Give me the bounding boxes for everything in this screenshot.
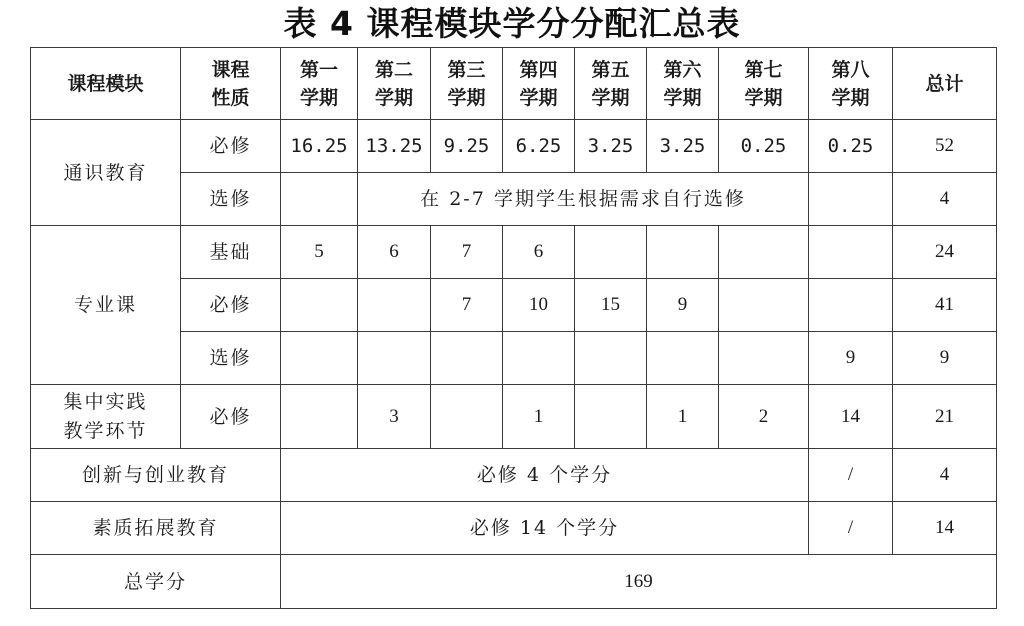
credit-cell: / <box>809 449 893 502</box>
credit-cell <box>281 385 358 449</box>
header-nature-line1: 课程 <box>211 58 250 81</box>
credit-cell <box>809 173 893 226</box>
header-module: 课程模块 <box>31 48 181 120</box>
header-semester-3 <box>431 48 503 120</box>
header-semester-5 <box>575 48 647 120</box>
credit-cell: / <box>809 502 893 555</box>
module-professional: 专业课 <box>31 226 181 385</box>
credit-cell: 6 <box>503 226 575 279</box>
credit-cell: 7 <box>431 279 503 332</box>
header-semester-2 <box>358 48 431 120</box>
type-cell: 必修 <box>181 120 281 173</box>
header-semester-6-line1: 第六 <box>663 58 702 81</box>
table-row-professional-basic <box>31 226 997 279</box>
table-title: 表 4 课程模块学分分配汇总表 <box>283 4 741 43</box>
table-row-practice <box>31 385 997 449</box>
total-cell: 52 <box>893 120 997 173</box>
table-row-general-required <box>31 120 997 173</box>
credit-cell: 1 <box>647 385 719 449</box>
module-innovation: 创新与创业教育 <box>31 449 281 502</box>
header-row <box>31 48 997 120</box>
credit-cell: 7 <box>431 226 503 279</box>
credit-cell <box>575 332 647 385</box>
credit-cell <box>503 332 575 385</box>
module-practice <box>31 385 181 449</box>
total-cell: 9 <box>893 332 997 385</box>
header-semester-7-line2: 学期 <box>744 86 783 109</box>
credit-cell <box>647 332 719 385</box>
credit-cell: 3.25 <box>575 120 647 173</box>
credit-cell <box>358 279 431 332</box>
header-semester-8 <box>809 48 893 120</box>
header-semester-8-line2: 学期 <box>831 86 870 109</box>
header-semester-2-line1: 第二 <box>374 58 413 81</box>
header-semester-3-line1: 第三 <box>447 58 486 81</box>
table-row-quality <box>31 502 997 555</box>
header-nature-line2: 性质 <box>211 86 250 109</box>
header-semester-2-line2: 学期 <box>374 86 413 109</box>
header-semester-7-line1: 第七 <box>744 58 783 81</box>
type-cell: 必修 <box>181 279 281 332</box>
total-cell: 14 <box>893 502 997 555</box>
credit-cell <box>719 332 809 385</box>
module-practice-line1: 集中实践 <box>63 390 148 413</box>
credit-cell <box>719 226 809 279</box>
credit-cell: 6.25 <box>503 120 575 173</box>
credit-cell <box>358 332 431 385</box>
header-semester-7 <box>719 48 809 120</box>
credit-cell: 0.25 <box>719 120 809 173</box>
credit-cell <box>575 226 647 279</box>
quality-note: 必修 14 个学分 <box>281 502 809 555</box>
header-semester-4-line2: 学期 <box>519 86 558 109</box>
credit-cell: 14 <box>809 385 893 449</box>
credit-cell <box>719 279 809 332</box>
credit-cell: 1 <box>503 385 575 449</box>
credit-cell: 3 <box>358 385 431 449</box>
module-practice-line2: 教学环节 <box>63 419 148 442</box>
grand-total-label: 总学分 <box>31 555 281 609</box>
credit-cell: 9.25 <box>431 120 503 173</box>
type-cell: 选修 <box>181 332 281 385</box>
credit-cell: 10 <box>503 279 575 332</box>
module-general-education: 通识教育 <box>31 120 181 226</box>
type-cell: 必修 <box>181 385 281 449</box>
credit-cell <box>575 385 647 449</box>
total-cell: 41 <box>893 279 997 332</box>
table-row-innovation <box>31 449 997 502</box>
credit-cell <box>431 385 503 449</box>
credit-cell <box>809 279 893 332</box>
credit-cell <box>281 332 358 385</box>
total-cell: 4 <box>893 173 997 226</box>
header-nature <box>181 48 281 120</box>
credit-cell: 6 <box>358 226 431 279</box>
header-semester-5-line2: 学期 <box>591 86 630 109</box>
header-semester-3-line2: 学期 <box>447 86 486 109</box>
header-semester-6 <box>647 48 719 120</box>
header-semester-6-line2: 学期 <box>663 86 702 109</box>
type-cell: 选修 <box>181 173 281 226</box>
total-cell: 4 <box>893 449 997 502</box>
module-quality: 素质拓展教育 <box>31 502 281 555</box>
credit-distribution-table <box>30 47 997 609</box>
credit-cell: 0.25 <box>809 120 893 173</box>
grand-total-value: 169 <box>281 555 997 609</box>
credit-cell: 9 <box>647 279 719 332</box>
header-semester-8-line1: 第八 <box>831 58 870 81</box>
header-semester-4 <box>503 48 575 120</box>
elective-note: 在 2-7 学期学生根据需求自行选修 <box>358 173 809 226</box>
credit-cell: 5 <box>281 226 358 279</box>
header-semester-1-line1: 第一 <box>299 58 338 81</box>
credit-cell: 9 <box>809 332 893 385</box>
header-semester-1 <box>281 48 358 120</box>
total-cell: 21 <box>893 385 997 449</box>
type-cell: 基础 <box>181 226 281 279</box>
credit-cell: 2 <box>719 385 809 449</box>
credit-cell: 3.25 <box>647 120 719 173</box>
header-semester-5-line1: 第五 <box>591 58 630 81</box>
credit-cell: 15 <box>575 279 647 332</box>
innovation-note: 必修 4 个学分 <box>281 449 809 502</box>
header-semester-1-line2: 学期 <box>299 86 338 109</box>
header-semester-4-line1: 第四 <box>519 58 558 81</box>
credit-cell <box>281 173 358 226</box>
credit-cell <box>431 332 503 385</box>
header-total: 总计 <box>893 48 997 120</box>
credit-cell: 13.25 <box>358 120 431 173</box>
total-cell: 24 <box>893 226 997 279</box>
table-row-grand-total <box>31 555 997 609</box>
credit-cell <box>281 279 358 332</box>
credit-cell <box>647 226 719 279</box>
credit-cell <box>809 226 893 279</box>
credit-cell: 16.25 <box>281 120 358 173</box>
